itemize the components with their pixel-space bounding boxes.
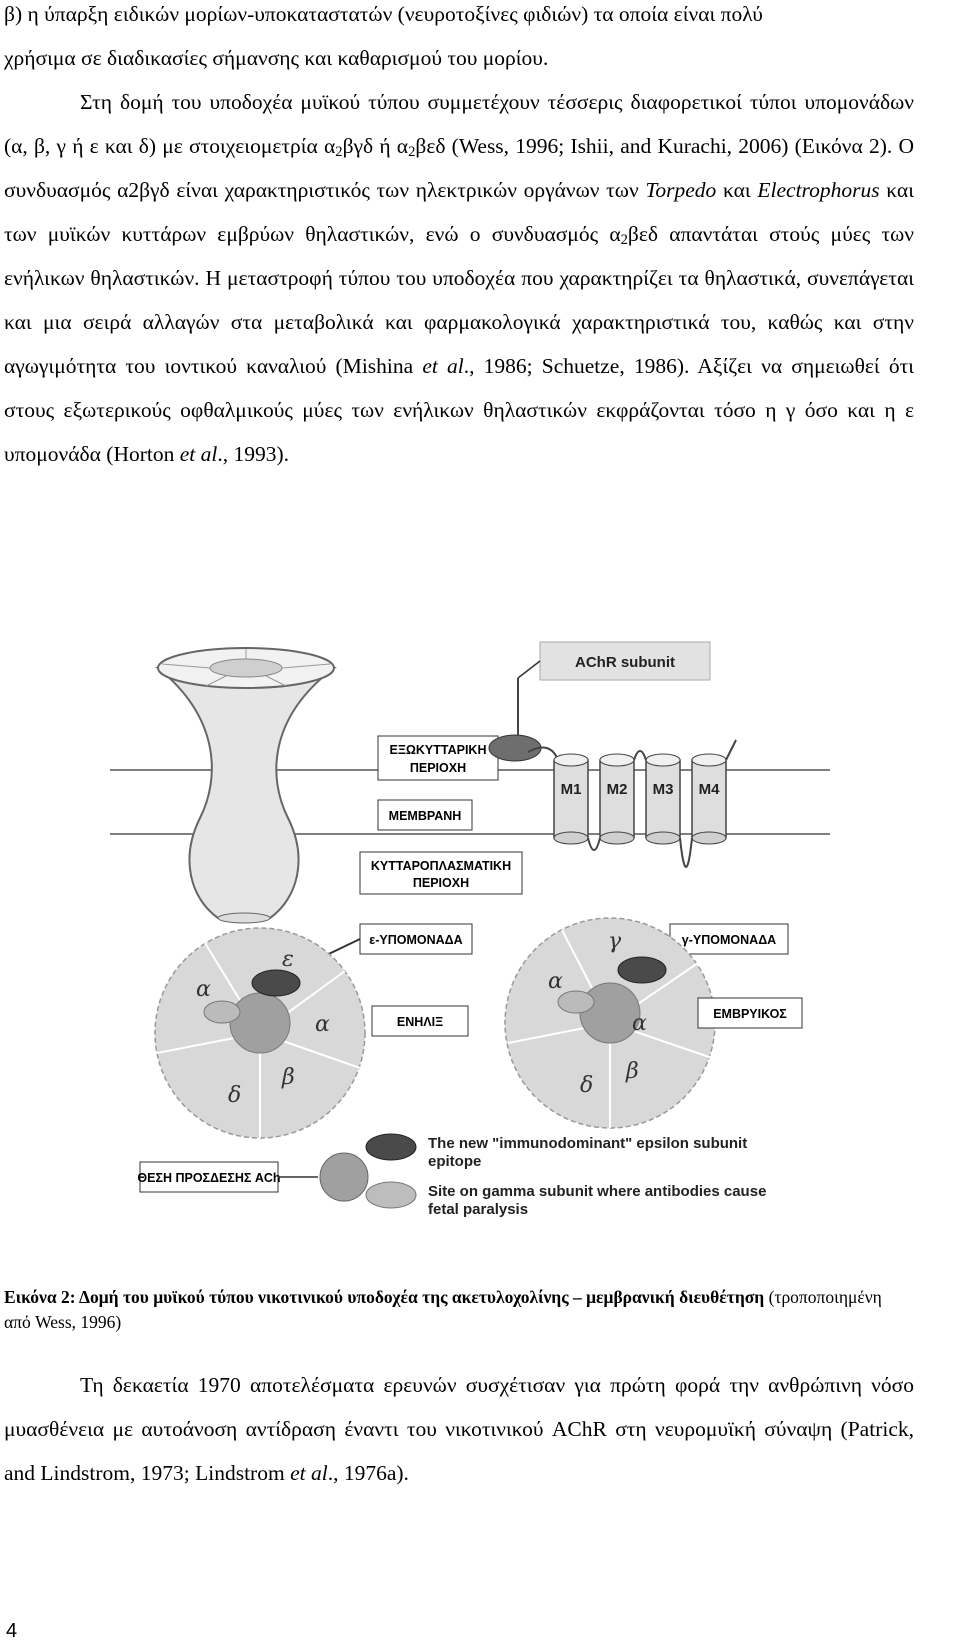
ach-binding-site-swatch [320, 1153, 368, 1201]
epsilon-epitope-oval [252, 970, 300, 996]
caption-source: (τροποποιημένη από Wess, 1996) [4, 1287, 882, 1332]
paragraph-1 [4, 0, 914, 80]
epsilon-subunit-label: ε-ΥΠΟΜΟΝΑΔΑ [369, 933, 463, 947]
legend-gamma-line2: fetal paralysis [428, 1201, 529, 1218]
legend-epsilon-line1: The new "immunodominant" epsilon subunit [428, 1135, 748, 1152]
greek-beta: β [282, 1065, 295, 1090]
greek-delta: δ [580, 1073, 594, 1098]
legend-gamma-line1: Site on gamma subunit where antibodies cause [428, 1183, 767, 1200]
greek-beta: β [626, 1059, 639, 1084]
greek-alpha-left: α [196, 977, 211, 1002]
adult-label: ΕΝΗΛΙΞ [396, 1015, 444, 1029]
page-number: 4 [6, 1620, 18, 1642]
text-run: και [716, 178, 758, 202]
text-run: Στη δομή του υποδοχέα μυϊκού τύπου συμμετέχουν τέσσερις διαφορετικοί τύποι υπομονάδων (α, β, γ ή ε και δ) με στοιχειομετρία α [4, 90, 914, 158]
gamma-site-oval [558, 991, 594, 1013]
m3-label: M3 [652, 781, 674, 798]
text-run: ., 1993). [217, 442, 290, 466]
extracellular-label-line2: ΠΕΡΙΟΧΗ [409, 761, 467, 775]
greek-delta: δ [228, 1083, 242, 1108]
helix-m1 [554, 760, 588, 838]
paragraph-2 [4, 80, 914, 476]
greek-alpha-right: α [632, 1011, 647, 1036]
legend-epsilon-line2: epitope [428, 1153, 482, 1170]
text-run: βγδ ή α [342, 134, 409, 158]
helix-m4 [692, 760, 726, 838]
achr-subunit-label: AChR subunit [575, 654, 675, 671]
cytoplasmic-label-line2: ΠΕΡΙΟΧΗ [412, 876, 470, 890]
subscript: 2 [620, 232, 628, 249]
italic-term: et al [290, 1461, 328, 1485]
figure-caption [4, 1285, 904, 1335]
achr-structure-figure [110, 628, 830, 1228]
greek-alpha-left: α [548, 969, 563, 994]
text-run: βεδ απαντάται στούς μύες των ενήλικων θηλαστικών. Η μεταστροφή τύπου του υποδοχέα που χαρακτηρίζει τα θηλαστικά, συνεπάγεται και μια σειρά αλλαγών στα μεταβολικά και φαρμακολογικά χαρακτηριστικά του, καθώς και στην αγωγιμότητα του ιοντικού καναλιού (Mishina [4, 222, 914, 378]
m4-label: M4 [698, 781, 720, 798]
embryonic-receptor-diagram [505, 918, 715, 1128]
adult-receptor-diagram [155, 928, 365, 1138]
italic-term: Torpedo [645, 178, 717, 202]
italic-term: Electrophorus [757, 178, 880, 202]
ligand-binding-site [489, 735, 541, 761]
helix-m3 [646, 760, 680, 838]
greek-epsilon: ε [282, 947, 294, 972]
paragraph-3 [4, 1363, 914, 1495]
embryonic-label: ΕΜΒΡΥΙΚΟΣ [713, 1007, 787, 1021]
ach-binding-label: ΘΕΣΗ ΠΡΟΣΔΕΣΗΣ ACh [137, 1171, 281, 1185]
italic-term: et al [422, 354, 464, 378]
m1-label: M1 [560, 781, 582, 798]
text-run: και των μυϊκών κυττάρων εμβρύων θηλαστικών, ενώ ο συνδυασμός α [4, 178, 914, 246]
text-run: βεδ (Wess, 1996; Ishii, and Kurachi, 2006) (Εικόνα 2). Ο συνδυασμός α2βγδ είναι χαρακτηριστικός των ηλεκτρικών οργάνων των [4, 134, 914, 202]
subscript: 2 [408, 144, 416, 161]
helix-m2 [600, 760, 634, 838]
text-run: ., 1986; Schuetze, 1986). Αξίζει να σημειωθεί ότι στους εξωτερικούς οφθαλμικούς μύες των ενήλικων θηλαστικών εκφράζονται τόσο η γ όσο και η ε υπομονάδα (Horton [4, 354, 914, 466]
legend-epsilon-swatch [366, 1134, 416, 1160]
italic-term: et al [179, 442, 218, 466]
receptor-bottom [218, 913, 270, 923]
m2-label: M2 [606, 781, 628, 798]
gamma-subunit-label: γ-ΥΠΟΜΟΝΑΔΑ [681, 933, 777, 947]
subscript: 2 [335, 144, 343, 161]
paragraph-1-line-1: β) η ύπαρξη ειδικών μορίων-υποκαταστατών (νευροτοξίνες φιδιών) τα οποία είναι πολύ [4, 2, 763, 26]
text-run: Τη δεκαετία 1970 αποτελέσματα ερευνών συσχέτισαν για πρώτη φορά την ανθρώπινη νόσο μυασθένεια με αυτοάνοση αντίδραση έναντι του νικοτινικού AChR στη νευρομυϊκή σύναψη (Patrick, and Lindstrom, 1973; Lindstrom [4, 1373, 914, 1485]
extracellular-label-line1: ΕΞΩΚΥΤΤΑΡΙΚΗ [389, 743, 487, 757]
greek-gamma: γ [608, 929, 622, 954]
cytoplasmic-label-line1: ΚΥΤΤΑΡΟΠΛΑΣΜΑΤΙΚΗ [370, 859, 512, 873]
caption-title: Εικόνα 2: Δομή του μυϊκού τύπου νικοτινικού υποδοχέα της ακετυλοχολίνης – μεμβρανική διευθέτηση [4, 1287, 765, 1307]
membrane-label: ΜΕΜΒΡΑΝΗ [388, 809, 462, 823]
greek-alpha-right: α [315, 1012, 330, 1037]
text-run: ., 1976a). [327, 1461, 409, 1485]
paragraph-1-line-2: χρήσιμα σε διαδικασίες σήμανσης και καθαρισμού του μορίου. [4, 46, 549, 70]
receptor-pore [210, 659, 282, 677]
legend-gamma-swatch [366, 1182, 416, 1208]
